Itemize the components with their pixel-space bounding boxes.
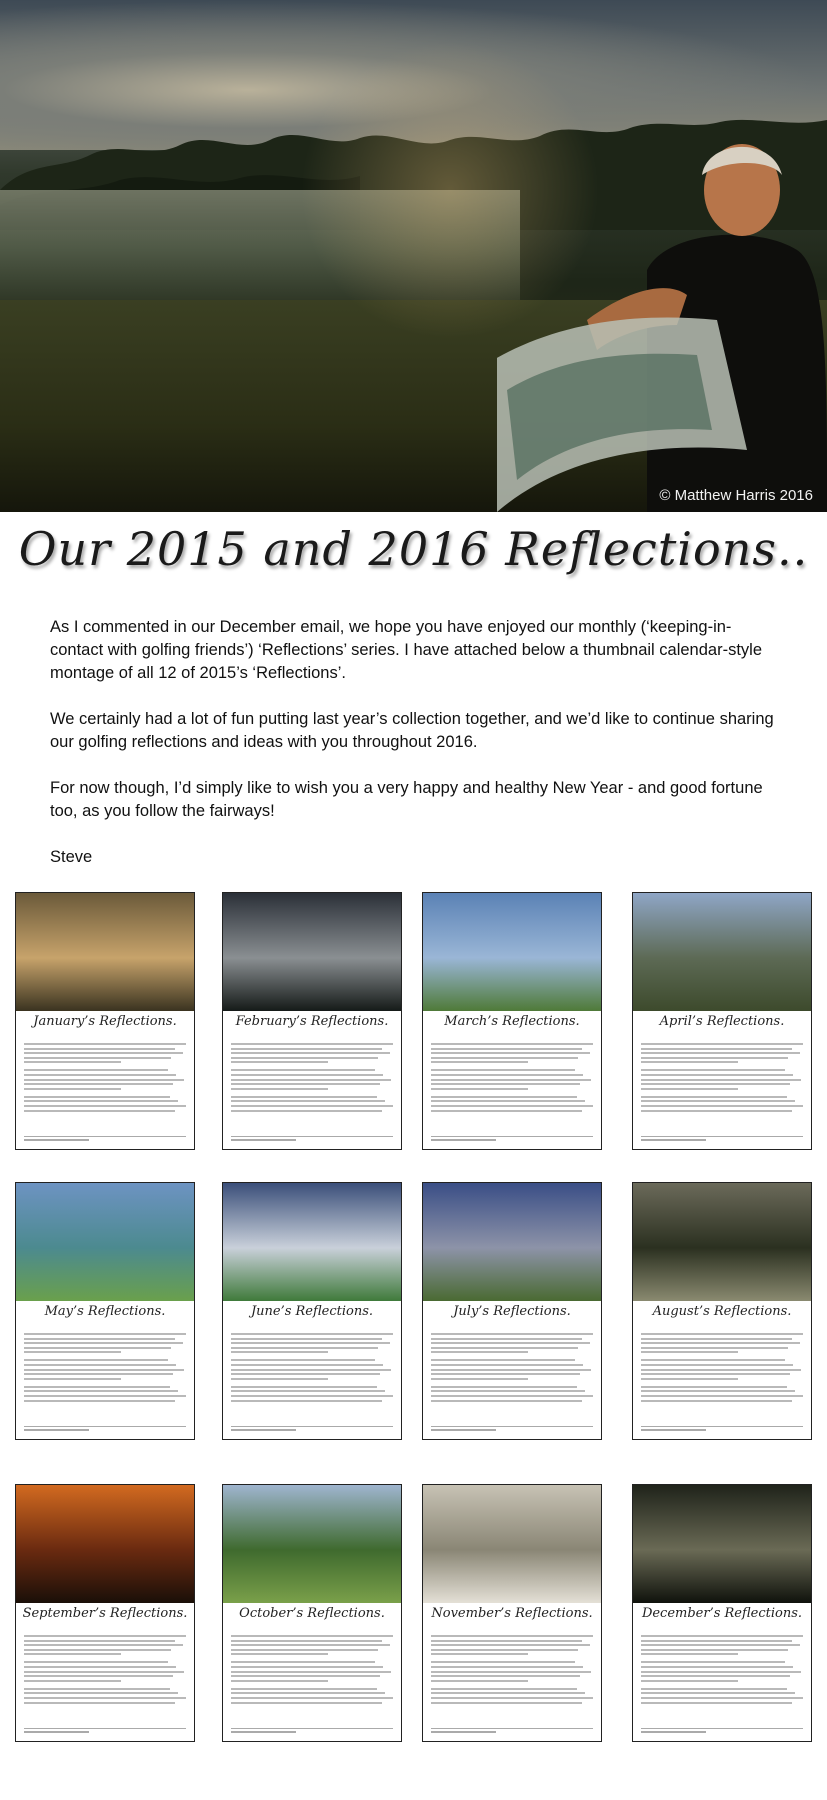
reflection-thumbnail bbox=[15, 1182, 195, 1440]
thumbnail-photo bbox=[423, 1485, 601, 1603]
letter-body bbox=[50, 616, 780, 892]
reflection-thumbnail bbox=[422, 1182, 602, 1440]
thumbnail-title: March’s Reflections. bbox=[444, 1014, 580, 1029]
thumbnail-footer bbox=[231, 1728, 393, 1735]
thumbnail-body-text bbox=[231, 1635, 393, 1706]
reflection-thumbnail bbox=[15, 892, 195, 1150]
thumbnail-footer bbox=[24, 1426, 186, 1433]
thumbnail-body-text bbox=[231, 1043, 393, 1114]
thumbnail-footer bbox=[431, 1728, 593, 1735]
thumbnail-photo bbox=[223, 1183, 401, 1301]
thumbnail-footer bbox=[431, 1136, 593, 1143]
reflection-thumbnail bbox=[632, 1484, 812, 1742]
thumbnail-title: October’s Reflections. bbox=[239, 1606, 385, 1621]
thumbnail-title: April’s Reflections. bbox=[659, 1014, 785, 1029]
thumbnail-body-text bbox=[231, 1333, 393, 1404]
thumbnail-body-text bbox=[431, 1635, 593, 1706]
golfer-with-plan bbox=[497, 120, 827, 512]
thumbnail-title: June’s Reflections. bbox=[250, 1304, 374, 1319]
thumbnail-title: May’s Reflections. bbox=[44, 1304, 166, 1319]
reflection-thumbnail bbox=[222, 892, 402, 1150]
letter-paragraph-3: For now though, I’d simply like to wish you a very happy and healthy New Year - and good fortune too, as you follow the fairways! bbox=[50, 779, 763, 820]
thumbnail-title: November’s Reflections. bbox=[431, 1606, 593, 1621]
thumbnail-footer bbox=[641, 1136, 803, 1143]
letter-signature: Steve bbox=[50, 848, 93, 866]
reflection-thumbnail bbox=[422, 892, 602, 1150]
thumbnail-photo bbox=[16, 893, 194, 1011]
thumbnail-body-text bbox=[641, 1043, 803, 1114]
thumbnail-footer bbox=[641, 1426, 803, 1433]
reflection-thumbnail bbox=[422, 1484, 602, 1742]
thumbnail-photo bbox=[633, 1485, 811, 1603]
thumbnail-photo bbox=[223, 1485, 401, 1603]
reflection-thumbnail bbox=[15, 1484, 195, 1742]
thumbnail-footer bbox=[24, 1136, 186, 1143]
thumbnail-footer bbox=[231, 1136, 393, 1143]
thumbnail-title: August’s Reflections. bbox=[652, 1304, 792, 1319]
letter-paragraph-2: We certainly had a lot of fun putting last year’s collection together, and we’d like to continue sharing our golfing reflections and ideas with you throughout 2016. bbox=[50, 710, 774, 751]
thumbnail-footer bbox=[24, 1728, 186, 1735]
thumbnail-body-text bbox=[24, 1043, 186, 1114]
thumbnail-photo bbox=[16, 1183, 194, 1301]
hero-photo bbox=[0, 0, 827, 512]
thumbnail-title: September’s Reflections. bbox=[22, 1606, 188, 1621]
thumbnail-body-text bbox=[431, 1043, 593, 1114]
thumbnail-footer bbox=[431, 1426, 593, 1433]
thumbnail-footer bbox=[641, 1728, 803, 1735]
photo-credit: © Matthew Harris 2016 bbox=[659, 487, 813, 504]
reflection-thumbnail bbox=[632, 892, 812, 1150]
thumbnail-body-text bbox=[641, 1635, 803, 1706]
page-title: Our 2015 and 2016 Reflections.. bbox=[18, 522, 809, 576]
thumbnail-title: February’s Reflections. bbox=[235, 1014, 389, 1029]
thumbnail-body-text bbox=[24, 1333, 186, 1404]
thumbnail-body-text bbox=[431, 1333, 593, 1404]
thumbnail-body-text bbox=[641, 1333, 803, 1404]
reflection-thumbnail bbox=[222, 1182, 402, 1440]
thumbnail-photo bbox=[423, 1183, 601, 1301]
reflection-thumbnail bbox=[222, 1484, 402, 1742]
thumbnail-title: July’s Reflections. bbox=[453, 1304, 571, 1319]
letter-paragraph-1: As I commented in our December email, we hope you have enjoyed our monthly (‘keeping-in-contact with golfing friends’) ‘Reflections’ series. I have attached below a thumbnail calendar-style montage of all 12 of 2015’s ‘Reflections’. bbox=[50, 618, 763, 682]
thumbnail-photo bbox=[16, 1485, 194, 1603]
reflection-thumbnail bbox=[632, 1182, 812, 1440]
thumbnail-photo bbox=[633, 1183, 811, 1301]
thumbnail-photo bbox=[423, 893, 601, 1011]
thumbnail-photo bbox=[633, 893, 811, 1011]
thumbnail-title: December’s Reflections. bbox=[641, 1606, 803, 1621]
thumbnail-title: January’s Reflections. bbox=[33, 1014, 177, 1029]
thumbnail-footer bbox=[231, 1426, 393, 1433]
thumbnail-body-text bbox=[24, 1635, 186, 1706]
thumbnail-photo bbox=[223, 893, 401, 1011]
